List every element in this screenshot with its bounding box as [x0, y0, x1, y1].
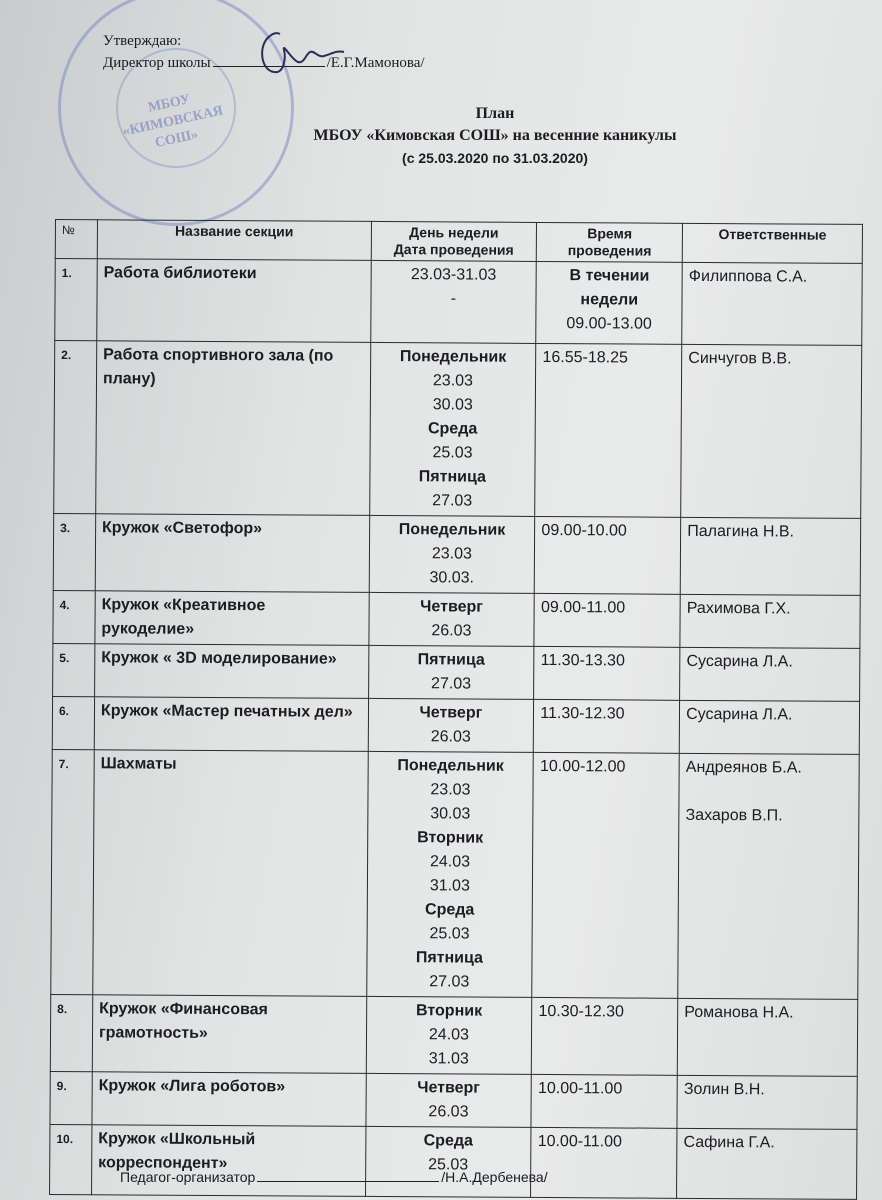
document-title: [190, 103, 800, 169]
time-cell: [536, 261, 682, 344]
day-entry: Вторник: [417, 829, 484, 847]
title-dates: (с 25.03.2020 по 31.03.2020): [402, 150, 588, 166]
time-entry: 11.30-13.30: [540, 651, 625, 670]
time-cell: [535, 343, 682, 517]
row-number: 4.: [53, 590, 95, 643]
header-day-line1: День недели: [409, 224, 499, 241]
day-entry: 23.03: [430, 781, 471, 799]
day-cell: [365, 1126, 531, 1197]
footer-signature-line: [257, 1181, 439, 1182]
day-entry: 31.03: [429, 877, 470, 895]
stamp-text: МБОУ «КИМОВСКАЯ СОШ»: [121, 92, 225, 151]
header-day: [371, 221, 537, 261]
time-cell: [531, 1127, 677, 1198]
day-entry: 24.03: [428, 1026, 470, 1044]
day-cell: [366, 751, 533, 997]
time-entry: 16.55-18.25: [542, 348, 628, 367]
time-entry: 10.00-11.00: [537, 1132, 622, 1151]
day-entry: 25.03: [432, 444, 473, 462]
responsible-cell: [677, 998, 857, 1076]
responsible-cell: [679, 700, 859, 754]
day-entry: Среда: [427, 420, 478, 438]
time-cell: [532, 997, 678, 1075]
approval-label: Утверждаю:: [103, 33, 182, 49]
table-row: [53, 590, 860, 648]
row-number: 6.: [52, 696, 94, 749]
day-entry: 30.03: [430, 805, 471, 823]
row-number: 7.: [51, 749, 94, 994]
day-entry: 30.03: [432, 396, 473, 414]
section-name: Работа библиотеки: [97, 259, 371, 343]
row-number: 9.: [50, 1071, 92, 1124]
day-entry: 23.03: [432, 372, 474, 390]
responsible-person: Захаров В.П.: [685, 806, 783, 825]
day-entry: 24.03: [429, 853, 471, 871]
time-entry: В течении: [569, 267, 650, 285]
day-entry: 25.03: [428, 1156, 469, 1174]
responsible-cell: [680, 594, 860, 648]
header-name: Название секции: [97, 220, 371, 261]
table-row: [51, 749, 859, 999]
day-cell: [368, 698, 534, 752]
day-entry: 30.03.: [429, 569, 475, 587]
time-entry: 10.00-11.00: [537, 1079, 623, 1098]
responsible-cell: [678, 753, 859, 999]
section-name: Шахматы: [93, 750, 368, 997]
section-name: Кружок «Финансовая грамотность»: [92, 995, 366, 1074]
director-label: Директор школы: [103, 55, 211, 71]
day-entry: Понедельник: [397, 757, 504, 775]
table-row: [53, 513, 860, 595]
responsible-cell: [677, 1075, 857, 1129]
footer-name: /Н.А.Дербенева/: [441, 1169, 548, 1185]
responsible-person: Романова Н.А.: [684, 1003, 794, 1022]
responsible-person: Сафина Г.А.: [683, 1133, 775, 1152]
time-entry: 10.30-12.30: [538, 1002, 624, 1021]
header-time: [537, 222, 683, 262]
time-cell: [534, 646, 680, 700]
director-name: /Е.Г.Мамонова/: [326, 55, 425, 71]
section-name: Кружок «Креативное рукоделие»: [95, 591, 369, 646]
day-cell: [370, 260, 536, 343]
table-row: [53, 643, 860, 701]
section-name: Кружок « 3D моделирование»: [95, 644, 369, 699]
day-entry: Пятница: [417, 651, 485, 669]
row-number: 2.: [54, 341, 97, 514]
table-row: [54, 341, 862, 519]
responsible-person: Сусарина Л.А.: [686, 705, 793, 724]
day-entry: Пятница: [415, 949, 484, 967]
time-cell: [535, 516, 681, 594]
day-entry: Понедельник: [398, 521, 506, 539]
footer-role: Педагог-организатор: [120, 1169, 256, 1185]
row-number: 1.: [55, 259, 97, 341]
time-entry: 09.00-13.00: [566, 315, 652, 333]
row-number: 5.: [53, 643, 95, 696]
table-row: [52, 696, 859, 754]
responsible-person: [686, 780, 853, 805]
time-cell: [531, 1074, 677, 1128]
responsible-cell: [680, 647, 860, 701]
title-plan: План: [475, 105, 515, 122]
section-name: Кружок «Школьный корреспондент»: [91, 1125, 365, 1197]
day-cell: [368, 592, 534, 646]
time-entry: 10.00-12.00: [539, 757, 626, 776]
responsible-person: Палагина Н.В.: [687, 522, 795, 541]
time-cell: [534, 699, 680, 753]
responsible-cell: [682, 262, 862, 345]
day-cell: [368, 645, 534, 699]
day-entry: -: [450, 290, 457, 308]
header-time-line2: проведения: [567, 242, 652, 259]
day-entry: 26.03: [428, 1103, 469, 1121]
day-entry: Пятница: [418, 468, 486, 486]
responsible-person: Синчугов В.В.: [688, 349, 792, 368]
day-entry: Четверг: [419, 704, 483, 722]
day-entry: 26.03: [430, 728, 471, 746]
day-cell: [365, 1073, 531, 1127]
day-entry: Четверг: [420, 598, 483, 616]
row-number: 10.: [50, 1124, 92, 1194]
day-entry: Среда: [425, 901, 475, 919]
title-school: МБОУ «Кимовская СОШ» на весенние каникулы: [313, 127, 677, 144]
row-number: 3.: [53, 513, 95, 590]
table-row: [50, 994, 857, 1076]
day-entry: 27.03: [429, 973, 470, 991]
day-entry: Понедельник: [399, 348, 507, 366]
responsible-person: Золин В.Н.: [683, 1080, 765, 1099]
section-name: Кружок «Светофор»: [95, 514, 369, 593]
day-entry: 31.03: [428, 1050, 469, 1068]
row-number: 8.: [50, 994, 92, 1071]
day-entry: Вторник: [416, 1002, 483, 1020]
handwritten-signature: [240, 30, 360, 80]
schedule-table: [49, 219, 863, 1200]
header-num: №: [55, 220, 97, 259]
section-name: Работа спортивного зала (по плану): [96, 341, 371, 516]
time-cell: [534, 593, 680, 647]
section-name: Кружок «Лига роботов»: [92, 1072, 366, 1127]
day-entry: 27.03: [431, 675, 472, 693]
table-body: [50, 259, 863, 1200]
responsible-person: Филиппова С.А.: [688, 267, 808, 286]
day-cell: [369, 515, 535, 593]
time-entry: 11.30-12.30: [540, 704, 625, 723]
day-entry: 26.03: [431, 622, 472, 640]
day-entry: 23.03: [431, 545, 472, 563]
responsible-cell: [681, 344, 862, 518]
day-entry: 27.03: [432, 492, 473, 510]
day-entry: Среда: [423, 1132, 473, 1150]
time-entry: недели: [580, 291, 639, 309]
table-header-row: [55, 220, 862, 264]
responsible-person: Сусарина Л.А.: [686, 652, 793, 671]
table-row: [50, 1071, 857, 1129]
responsible-person: Андреянов Б.А.: [685, 758, 802, 777]
day-entry: 23.03-31.03: [410, 266, 497, 284]
header-resp: Ответственные: [682, 223, 862, 263]
header-time-line1: Время: [587, 225, 633, 242]
table-row: [50, 1124, 857, 1199]
day-entry: 25.03: [429, 925, 470, 943]
footer: [120, 1169, 548, 1185]
header-day-line2: Дата проведения: [393, 241, 514, 258]
table-row: [55, 259, 862, 346]
time-cell: [532, 752, 679, 998]
responsible-cell: [677, 1128, 857, 1199]
responsible-cell: [680, 517, 860, 595]
time-entry: 09.00-10.00: [541, 521, 627, 540]
day-cell: [369, 342, 536, 516]
day-cell: [366, 996, 532, 1074]
responsible-person: Рахимова Г.Х.: [686, 599, 791, 618]
time-entry: 09.00-11.00: [540, 598, 626, 617]
day-entry: Четверг: [417, 1079, 481, 1097]
section-name: Кружок «Мастер печатных дел»: [94, 697, 368, 752]
